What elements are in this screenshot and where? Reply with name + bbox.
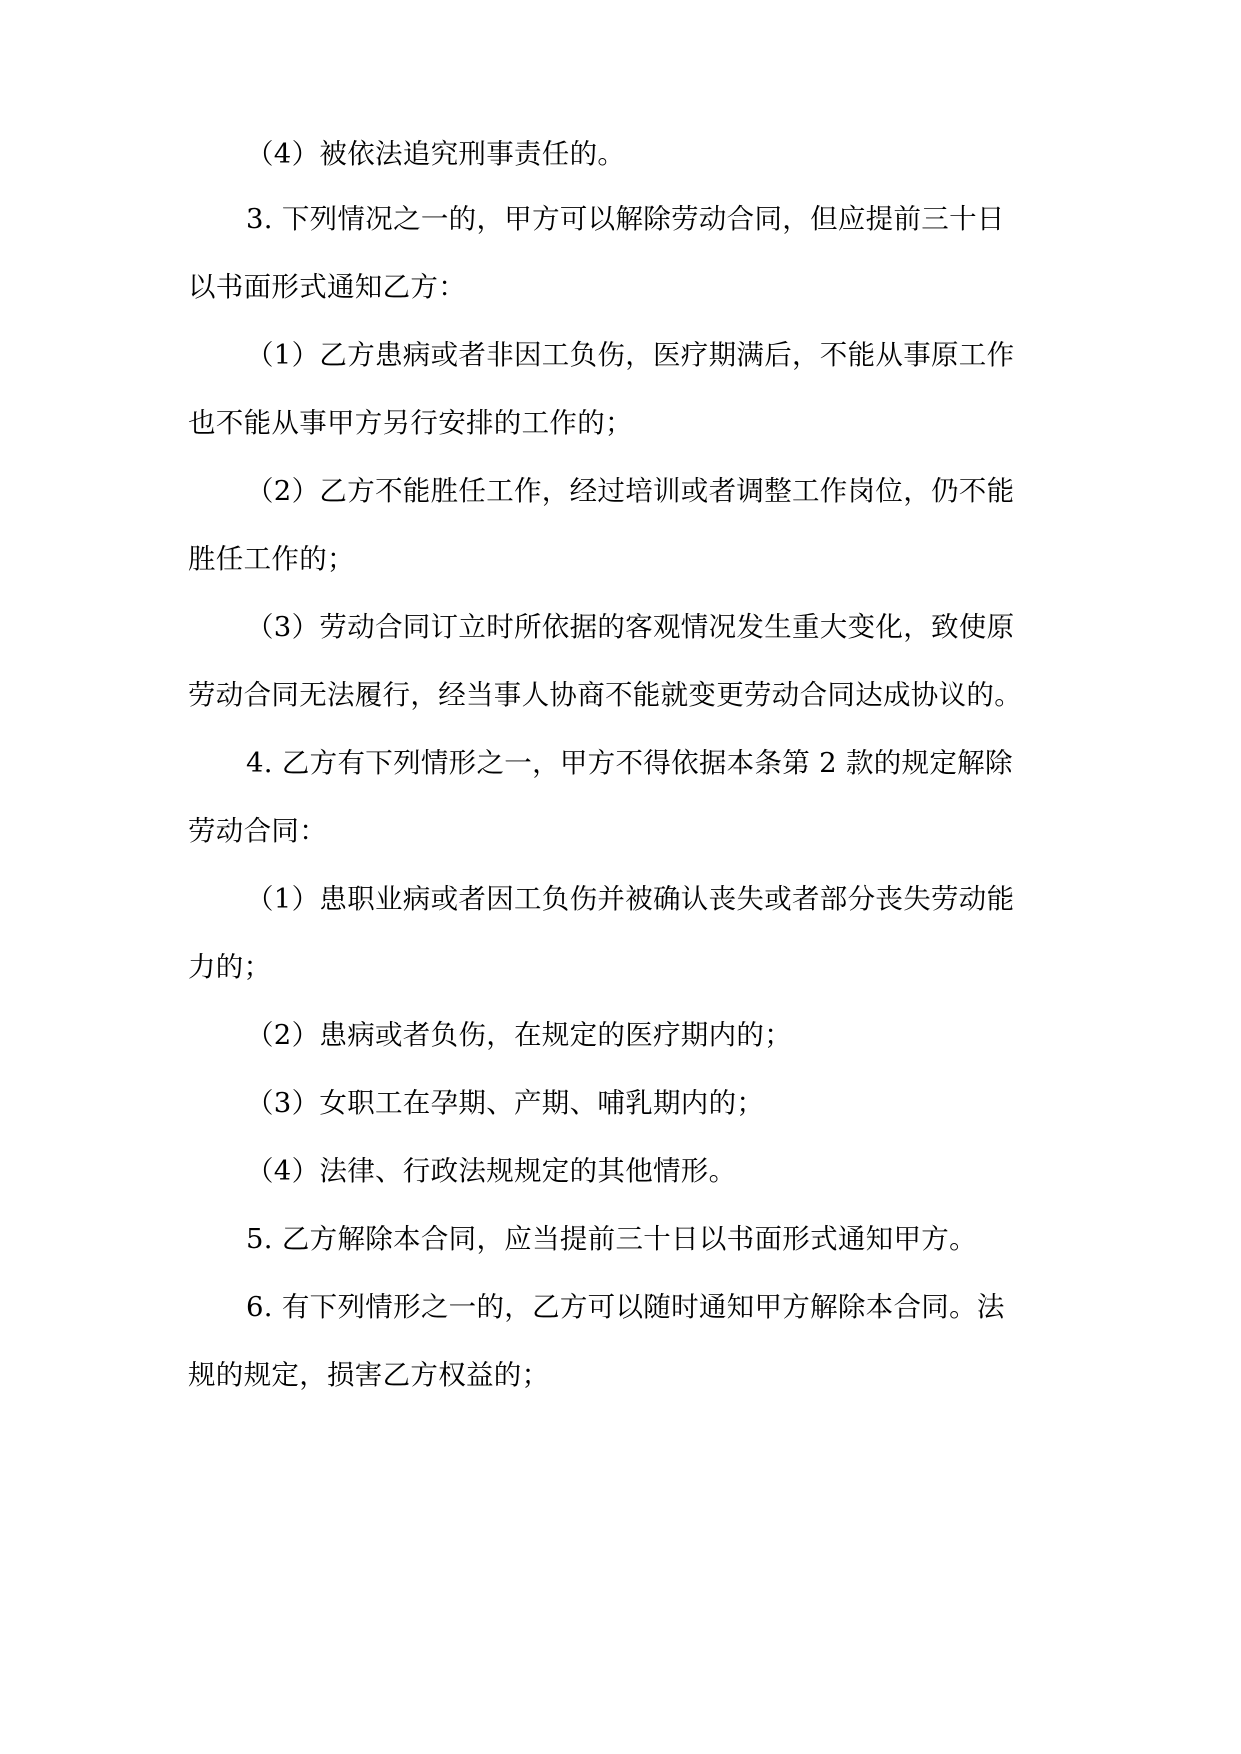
clause-4-item-3: （3）女职工在孕期、产期、哺乳期内的；: [246, 1087, 765, 1119]
clause-3-item-3: （3）劳动合同订立时所依据的客观情况发生重大变化，致使原: [246, 611, 1015, 643]
clause-3-item-1: （1）乙方患病或者非因工负伤，医疗期满后，不能从事原工作: [246, 339, 1015, 371]
clause-3-heading: 3. 下列情况之一的，甲方可以解除劳动合同，但应提前三十日: [246, 203, 1005, 235]
clause-4-item-1: （1）患职业病或者因工负伤并被确认丧失或者部分丧失劳动能: [246, 883, 1015, 915]
clause-4-item-1-cont: 力的；: [188, 951, 272, 983]
clause-4-heading-cont: 劳动合同：: [188, 815, 327, 847]
clause-3-item-2: （2）乙方不能胜任工作，经过培训或者调整工作岗位，仍不能: [246, 475, 1015, 507]
clause-4-item-4: （4）法律、行政法规规定的其他情形。: [246, 1155, 737, 1187]
clause-2-item-4: （4）被依法追究刑事责任的。: [246, 138, 626, 170]
clause-6-heading-cont: 规的规定，损害乙方权益的；: [188, 1359, 550, 1391]
clause-4-heading: 4. 乙方有下列情形之一，甲方不得依据本条第 2 款的规定解除: [246, 747, 1013, 779]
clause-3-item-3-cont: 劳动合同无法履行，经当事人协商不能就变更劳动合同达成协议的。: [188, 679, 1022, 711]
clause-5: 5. 乙方解除本合同，应当提前三十日以书面形式通知甲方。: [246, 1223, 977, 1255]
clause-4-item-2: （2）患病或者负伤，在规定的医疗期内的；: [246, 1019, 792, 1051]
clause-6-heading: 6. 有下列情形之一的，乙方可以随时通知甲方解除本合同。法: [246, 1291, 1005, 1323]
clause-3-item-1-cont: 也不能从事甲方另行安排的工作的；: [188, 407, 633, 439]
clause-3-heading-cont: 以书面形式通知乙方：: [188, 271, 466, 303]
clause-3-item-2-cont: 胜任工作的；: [188, 543, 355, 575]
